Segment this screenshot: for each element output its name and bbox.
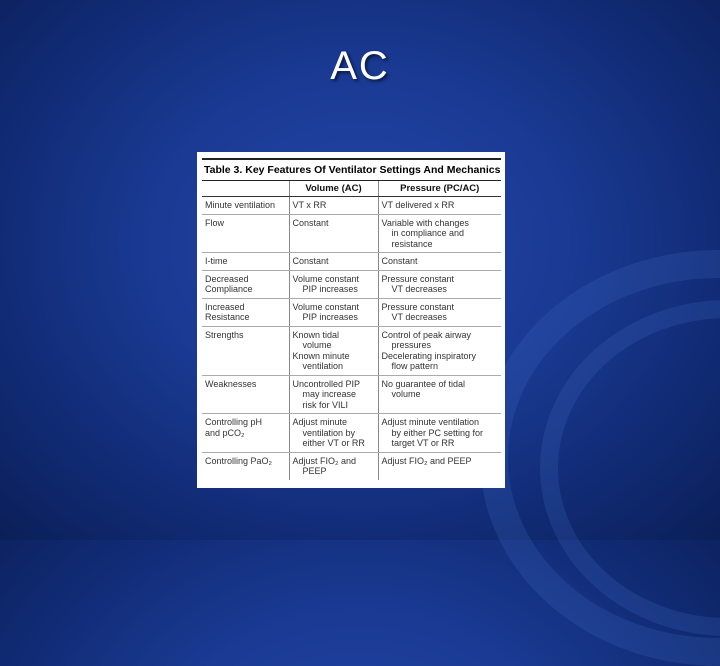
cell-text: I-time bbox=[205, 256, 228, 266]
pressure-cell bbox=[378, 214, 501, 253]
volume-cell bbox=[289, 452, 378, 480]
pressure-cell bbox=[378, 375, 501, 414]
row-label-cell bbox=[202, 452, 289, 480]
cell-text: Pressure constant bbox=[381, 301, 455, 312]
volume-cell bbox=[289, 214, 378, 253]
cell-text: Variable with changes bbox=[381, 217, 469, 228]
cell-text: PIP increases bbox=[302, 312, 358, 322]
cell-text: Flow bbox=[205, 217, 225, 228]
cell-text: Controlling pH bbox=[205, 417, 263, 427]
table-row bbox=[202, 452, 501, 480]
volume-cell bbox=[289, 197, 378, 215]
cell-text: either VT or RR bbox=[302, 438, 365, 448]
pressure-cell bbox=[378, 414, 501, 453]
cell-text: volume bbox=[391, 389, 421, 399]
volume-cell bbox=[289, 253, 378, 271]
cell-text: resistance bbox=[391, 238, 433, 249]
column-header: Volume (AC) bbox=[289, 181, 378, 197]
cell-text: risk for VILI bbox=[302, 399, 349, 410]
cell-text: No guarantee of tidal bbox=[381, 378, 466, 389]
cell-text: and pCO₂ bbox=[205, 427, 245, 438]
table-row bbox=[202, 298, 501, 326]
cell-text: Decreased bbox=[205, 273, 249, 284]
table-row bbox=[202, 414, 501, 453]
cell-text: pressures bbox=[391, 340, 432, 350]
cell-text: Adjust minute bbox=[292, 417, 348, 427]
cell-text: VT decreases bbox=[391, 284, 447, 294]
cell-text: ventilation bbox=[302, 361, 344, 371]
cell-text: Weaknesses bbox=[205, 378, 257, 389]
table-caption: Table 3. Key Features Of Ventilator Settings And Mechanics bbox=[202, 158, 501, 181]
cell-text: Minute ventilation bbox=[205, 200, 276, 210]
volume-cell bbox=[289, 298, 378, 326]
pressure-cell bbox=[378, 270, 501, 298]
cell-text: target VT or RR bbox=[391, 438, 455, 448]
cell-text: Volume constant bbox=[292, 301, 360, 312]
volume-cell bbox=[289, 375, 378, 414]
cell-text: ventilation by bbox=[302, 427, 356, 438]
table-row bbox=[202, 214, 501, 253]
cell-text: Uncontrolled PIP bbox=[292, 378, 361, 389]
cell-text: PEEP bbox=[302, 466, 327, 476]
table-row bbox=[202, 375, 501, 414]
row-label-cell bbox=[202, 214, 289, 253]
cell-text: Adjust FIO₂ and PEEP bbox=[381, 455, 472, 466]
column-header: Pressure (PC/AC) bbox=[378, 181, 501, 197]
cell-text: Volume constant bbox=[292, 273, 360, 284]
cell-text: Constant bbox=[381, 256, 418, 266]
cell-text: VT delivered x RR bbox=[381, 200, 455, 210]
cell-text: flow pattern bbox=[391, 361, 439, 371]
cell-text: Compliance bbox=[205, 284, 253, 294]
table-row bbox=[202, 270, 501, 298]
column-header bbox=[202, 181, 289, 197]
cell-text: VT decreases bbox=[391, 312, 447, 322]
pressure-cell bbox=[378, 253, 501, 271]
row-label-cell bbox=[202, 414, 289, 453]
row-label-cell bbox=[202, 298, 289, 326]
table-row bbox=[202, 326, 501, 375]
volume-cell bbox=[289, 326, 378, 375]
row-label-cell bbox=[202, 253, 289, 271]
cell-text: in compliance and bbox=[391, 228, 465, 238]
pressure-cell bbox=[378, 298, 501, 326]
table-header-row bbox=[202, 181, 501, 197]
row-label-cell bbox=[202, 375, 289, 414]
ventilator-settings-table bbox=[202, 181, 501, 480]
cell-text: volume bbox=[302, 340, 332, 350]
cell-text: PIP increases bbox=[302, 284, 358, 294]
row-label-cell bbox=[202, 197, 289, 215]
table-image bbox=[197, 152, 505, 488]
cell-text: Resistance bbox=[205, 312, 250, 322]
cell-text: Pressure constant bbox=[381, 273, 455, 284]
volume-cell bbox=[289, 270, 378, 298]
row-label-cell bbox=[202, 326, 289, 375]
table-row bbox=[202, 253, 501, 271]
cell-text: VT x RR bbox=[292, 200, 327, 210]
cell-text: Adjust FIO₂ and bbox=[292, 455, 357, 466]
slide-title: AC bbox=[330, 44, 390, 88]
pressure-cell bbox=[378, 452, 501, 480]
cell-text: Control of peak airway bbox=[381, 329, 472, 340]
pressure-cell bbox=[378, 197, 501, 215]
cell-text: by either PC setting for bbox=[391, 427, 484, 438]
cell-text: Constant bbox=[292, 256, 329, 266]
cell-text: Decelerating inspiratory bbox=[381, 350, 477, 361]
cell-text: Adjust minute ventilation bbox=[381, 417, 480, 427]
table-row bbox=[202, 197, 501, 215]
cell-text: Known minute bbox=[292, 350, 350, 361]
row-label-cell bbox=[202, 270, 289, 298]
pressure-cell bbox=[378, 326, 501, 375]
cell-text: Constant bbox=[292, 217, 329, 228]
cell-text: Strengths bbox=[205, 329, 244, 340]
cell-text: Known tidal bbox=[292, 329, 340, 340]
cell-text: may increase bbox=[302, 389, 357, 399]
cell-text: Controlling PaO₂ bbox=[205, 455, 273, 466]
volume-cell bbox=[289, 414, 378, 453]
cell-text: Increased bbox=[205, 301, 245, 312]
